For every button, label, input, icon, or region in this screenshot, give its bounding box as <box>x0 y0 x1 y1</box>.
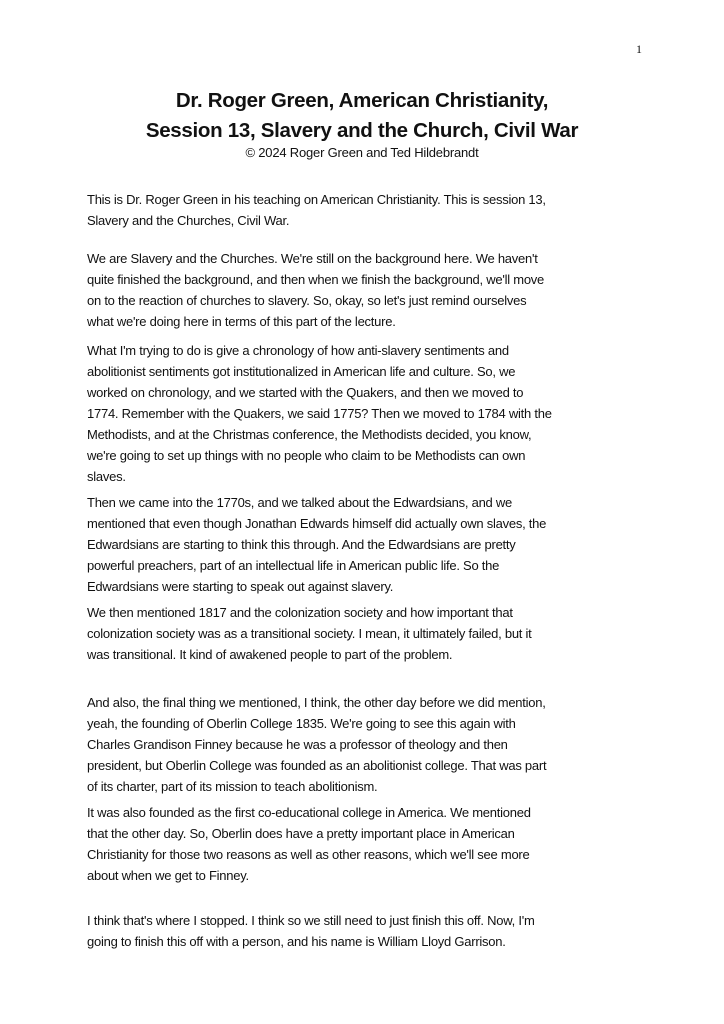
paragraph-line: going to finish this off with a person, and his name is William Lloyd Garrison. <box>87 934 506 949</box>
paragraph <box>87 340 687 487</box>
paragraph-line: Slavery and the Churches, Civil War. <box>87 213 290 228</box>
paragraph-line: president, but Oberlin College was founded as an abolitionist college. That was part <box>87 758 547 773</box>
paragraph-line: Charles Grandison Finney because he was a professor of theology and then <box>87 737 508 752</box>
paragraph-line: We then mentioned 1817 and the colonization society and how important that <box>87 605 513 620</box>
paragraph <box>87 692 687 797</box>
paragraph-line: what we're doing here in terms of this part of the lecture. <box>87 314 396 329</box>
paragraph-line: that the other day. So, Oberlin does have a pretty important place in American <box>87 826 515 841</box>
paragraph-line: Edwardsians were starting to speak out against slavery. <box>87 579 394 594</box>
paragraph-line: on to the reaction of churches to slavery. So, okay, so let's just remind ourselves <box>87 293 527 308</box>
paragraph <box>87 492 687 597</box>
paragraph-line: Then we came into the 1770s, and we talked about the Edwardsians, and we <box>87 495 513 510</box>
paragraph-line: 1774. Remember with the Quakers, we said 1775? Then we moved to 1784 with the <box>87 406 552 421</box>
paragraph-line: What I'm trying to do is give a chronology of how anti-slavery sentiments and <box>87 343 509 358</box>
paragraph-line: powerful preachers, part of an intellectual life in American public life. So the <box>87 558 500 573</box>
paragraph-line: This is Dr. Roger Green in his teaching on American Christianity. This is session 13, <box>87 192 546 207</box>
paragraph-line: Methodists, and at the Christmas conference, the Methodists decided, you know, <box>87 427 532 442</box>
page-number: 1 <box>636 42 642 56</box>
paragraph-line: yeah, the founding of Oberlin College 1835. We're going to see this again with <box>87 716 516 731</box>
paragraph-line: worked on chronology, and we started with the Quakers, and then we moved to <box>87 385 524 400</box>
paragraph <box>87 910 687 952</box>
paragraph-line: of its charter, part of its mission to teach abolitionism. <box>87 779 378 794</box>
copyright-line: © 2024 Roger Green and Ted Hildebrandt <box>245 145 479 160</box>
paragraph-line: I think that's where I stopped. I think so we still need to just finish this off. Now, I'm <box>87 913 535 928</box>
paragraph-line: Edwardsians are starting to think this through. And the Edwardsians are pretty <box>87 537 516 552</box>
paragraph-line: about when we get to Finney. <box>87 868 249 883</box>
title-line: Session 13, Slavery and the Church, Civil War <box>145 119 579 142</box>
paragraph-line: quite finished the background, and then when we finish the background, we'll move <box>87 272 545 287</box>
paragraph-line: We are Slavery and the Churches. We're still on the background here. We haven't <box>87 251 538 266</box>
paragraph <box>87 248 687 332</box>
paragraph <box>87 189 687 231</box>
paragraph-line: we're going to set up things with no people who claim to be Methodists can own <box>87 448 526 463</box>
paragraph-line: colonization society was as a transitional society. I mean, it ultimately failed, but it <box>87 626 532 641</box>
paragraph-line: was transitional. It kind of awakened people to part of the problem. <box>87 647 453 662</box>
paragraph-line: mentioned that even though Jonathan Edwards himself did actually own slaves, the <box>87 516 547 531</box>
title-line: Dr. Roger Green, American Christianity, <box>175 89 549 112</box>
paragraph-line: abolitionist sentiments got institutionalized in American life and culture. So, we <box>87 364 516 379</box>
document-title <box>0 86 724 146</box>
paragraph <box>87 602 687 665</box>
paragraph-line: And also, the final thing we mentioned, I think, the other day before we did mention, <box>87 695 546 710</box>
paragraph-line: slaves. <box>87 469 126 484</box>
paragraph-line: It was also founded as the first co-educational college in America. We mentioned <box>87 805 531 820</box>
paragraph <box>87 802 687 886</box>
paragraph-line: Christianity for those two reasons as well as other reasons, which we'll see more <box>87 847 530 862</box>
